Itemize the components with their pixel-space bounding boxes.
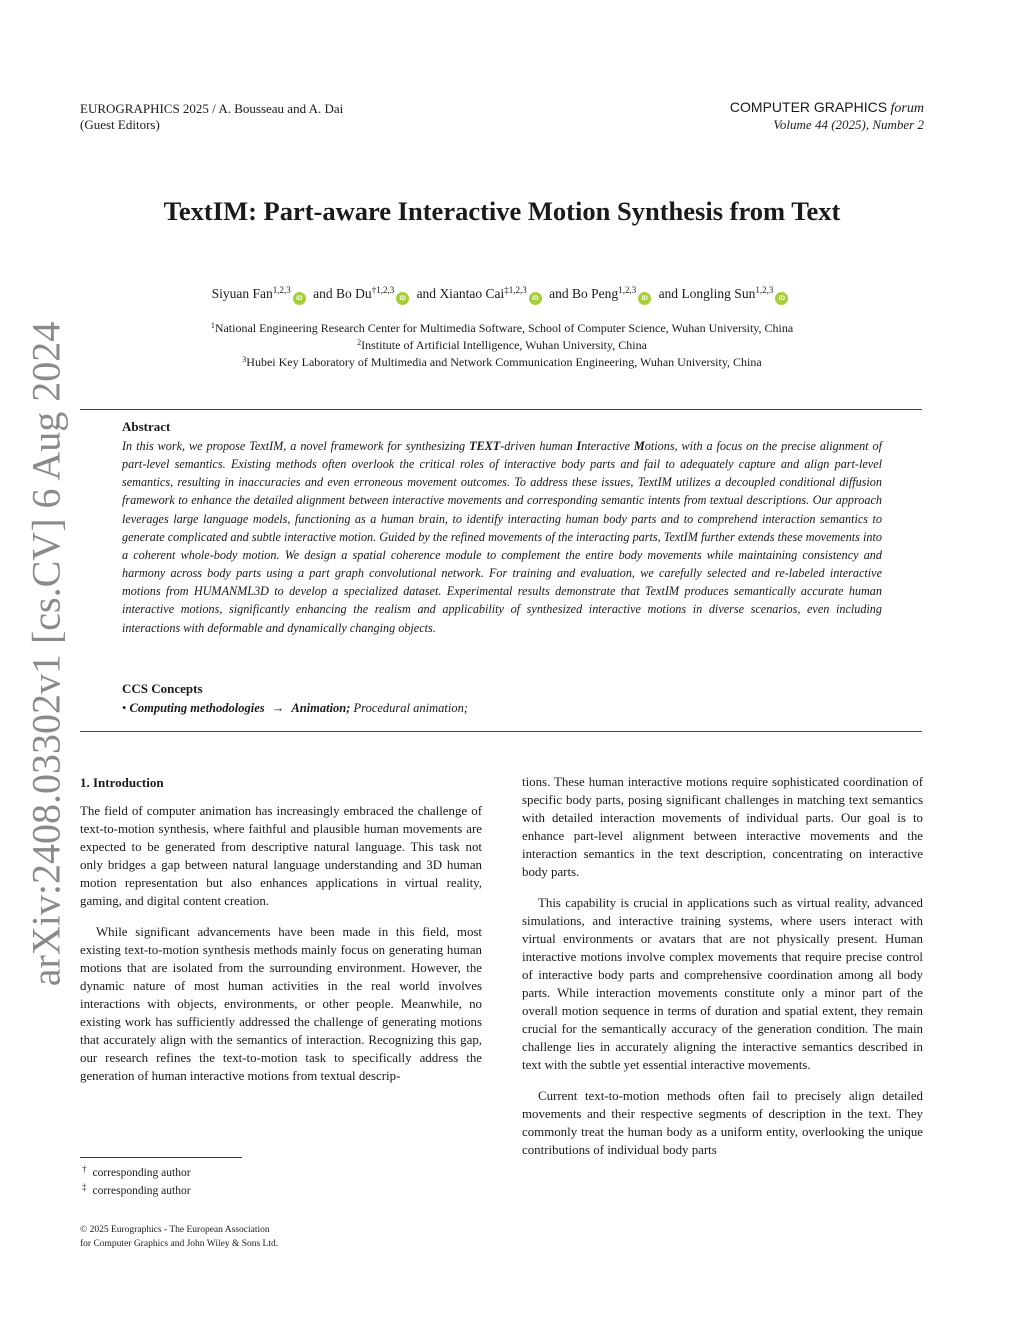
affiliations: [80, 320, 924, 371]
abstract-heading: Abstract: [122, 419, 171, 434]
author-list: [80, 284, 924, 305]
author: Siyuan Fan$^{1,2,3}$iD and: [212, 286, 336, 301]
author: Longling Sun$^{1,2,3}$iD: [681, 286, 792, 301]
footnote: † corresponding author: [82, 1164, 191, 1179]
copyright-notice: © 2025 Eurographics - The European Association for Computer Graphics and John Wiley & Sons Ltd.: [80, 1225, 279, 1249]
footnotes: [82, 1164, 191, 1200]
abstract-bottom-rule: [80, 731, 922, 732]
left-column: [80, 802, 482, 1097]
ccs-concepts: • Computing methodologies → Animation; Procedural animation;: [122, 701, 468, 715]
paper-title: TextIM: Part-aware Interactive Motion Synthesis from Text: [163, 196, 841, 226]
header-journal: COMPUTER GRAPHICS: [729, 99, 888, 115]
abstract-top-rule: [80, 409, 922, 410]
orcid-icon[interactable]: iD: [529, 292, 542, 305]
header-right: [560, 99, 924, 133]
footnote: ‡ corresponding author: [82, 1182, 191, 1197]
author: Bo Du$^{\dagger 1,2,3}$iD and: [336, 286, 439, 301]
intro-paragraph: While significant advancements have been made in this field, most existing text-to-motion synthesis methods mainly focus on generating human motions that are isolated from the surrounding environment. However, the dynamic nature of most human activities in the real world involves interactions with objects, environments, or other people. Meanwhile, no existing work has sufficiently addressed the challenge of generating motions that accurately align with the semantics of interaction. Recognizing this gap, our research refines the text-to-motion task to specifically address the generation of human interactive motions from textual descrip-: [80, 924, 482, 1084]
header-editors: (Guest Editors): [80, 117, 160, 132]
header-volume: Volume 44 (2025), Number 2: [773, 117, 924, 132]
header-conference: EUROGRAPHICS 2025 / A. Bousseau and A. Dai: [80, 101, 344, 116]
ccs-sub: Procedural animation;: [353, 701, 468, 715]
arrow-icon: →: [271, 701, 285, 715]
orcid-icon[interactable]: iD: [638, 292, 651, 305]
affiliation: $^1$National Engineering Research Center for Multimedia Software, School of Computer Science, Wuhan University, China: [210, 321, 794, 335]
header-journal-italic: forum: [890, 101, 924, 116]
right-column: [522, 773, 923, 1171]
ccs-concept: Animation;: [291, 701, 351, 715]
header-left: [80, 101, 343, 133]
orcid-icon[interactable]: iD: [775, 292, 788, 305]
ccs-heading: CCS Concepts: [122, 681, 203, 696]
intro-paragraph: tions. These human interactive motions require sophisticated coordination of specific body parts, posing significant challenges in matching text semantics with detailed interaction movements of individual parts. Our goal is to enhance part-level alignment between interactive movements and the interaction semantics in the text description, concentrating on interactive body parts.: [522, 775, 923, 880]
intro-paragraph: The field of computer animation has increasingly embraced the challenge of text-to-motion synthesis, where faithful and plausible human movements are expected to be generated from descriptive natural language. This task not only bridges a gap between natural language understanding and 3D human motion representation but also enhances applications in virtual reality, gaming, and digital content creation.: [80, 804, 482, 909]
intro-heading: 1. Introduction: [80, 775, 164, 790]
orcid-icon[interactable]: iD: [396, 292, 409, 305]
arxiv-stamp-container: [22, 321, 70, 987]
intro-paragraph: Current text-to-motion methods often fail to precisely align detailed movements and their respective segments of description in the text. They commonly treat the human body as a uniform entity, overlooking the unique contributions of individual body parts: [522, 1088, 923, 1157]
ccs-category: Computing methodologies: [129, 701, 265, 715]
affiliation: $^3$Hubei Key Laboratory of Multimedia and Network Communication Engineering, Wuhan University, China: [242, 355, 762, 369]
footnote-rule: [80, 1157, 242, 1158]
intro-paragraph: This capability is crucial in applications such as virtual reality, advanced simulations, and interactive training systems, where users interact with virtual environments or avatars that are not physically present. Human interactive motions involve complex movements that require precise control of interactive body parts and comprehensive coordination among all body parts. While interaction movements constitute only a minor part of the overall motion sequence in terms of duration and spatial extent, they remain crucial for the semantically accuracy of the generation condition. The main challenge lies in accurately aligning the interactive semantics described in text with the subtle yet essential interactive movements.: [522, 895, 923, 1073]
orcid-icon[interactable]: iD: [293, 292, 306, 305]
arxiv-stamp: arXiv:2408.03302v1 [cs.CV] 6 Aug 2024: [23, 321, 69, 987]
author: Bo Peng$^{1,2,3}$iD and: [572, 286, 681, 301]
abstract-body: In this work, we propose TextIM, a novel framework for synthesizing TEXT-driven human Interactive Motions, with a focus on the precise alignment of part-level semantics. Existing methods often overlook the critical roles of interactive body parts and fail to adequately capture and align part-level semantics, resulting in inaccuracies and even erroneous movement outcomes. To address these issues, TextIM utilizes a decoupled conditional diffusion framework to enhance the detailed alignment between interactive movements and corresponding semantic intents from textual descriptions. Our approach leverages large language models, functioning as a human brain, to identify interacting human body parts and to comprehend interaction semantics to generate complicated and subtle interactive motion. Guided by the refined movements of the interacting parts, TextIM further extends these movements into a coherent whole-body motion. We design a spatial coherence module to complement the entire body movements while maintaining consistency and harmony across body parts using a part graph convolutional network. For training and evaluation, we carefully selected and re-labeled interactive motions from HUMANML3D to develop a specialized dataset. Experimental results demonstrate that TextIM produces semantically accurate human interactive motions, significantly enhancing the realism and applicability of synthesized interactive motions in diverse scenarios, even including interactions with deformable and dynamically changing objects.: [122, 439, 882, 635]
author: Xiantao Cai$^{\ddagger 1,2,3}$iD and: [439, 286, 572, 301]
affiliation: $^2$Institute of Artificial Intelligence, Wuhan University, China: [357, 338, 647, 352]
